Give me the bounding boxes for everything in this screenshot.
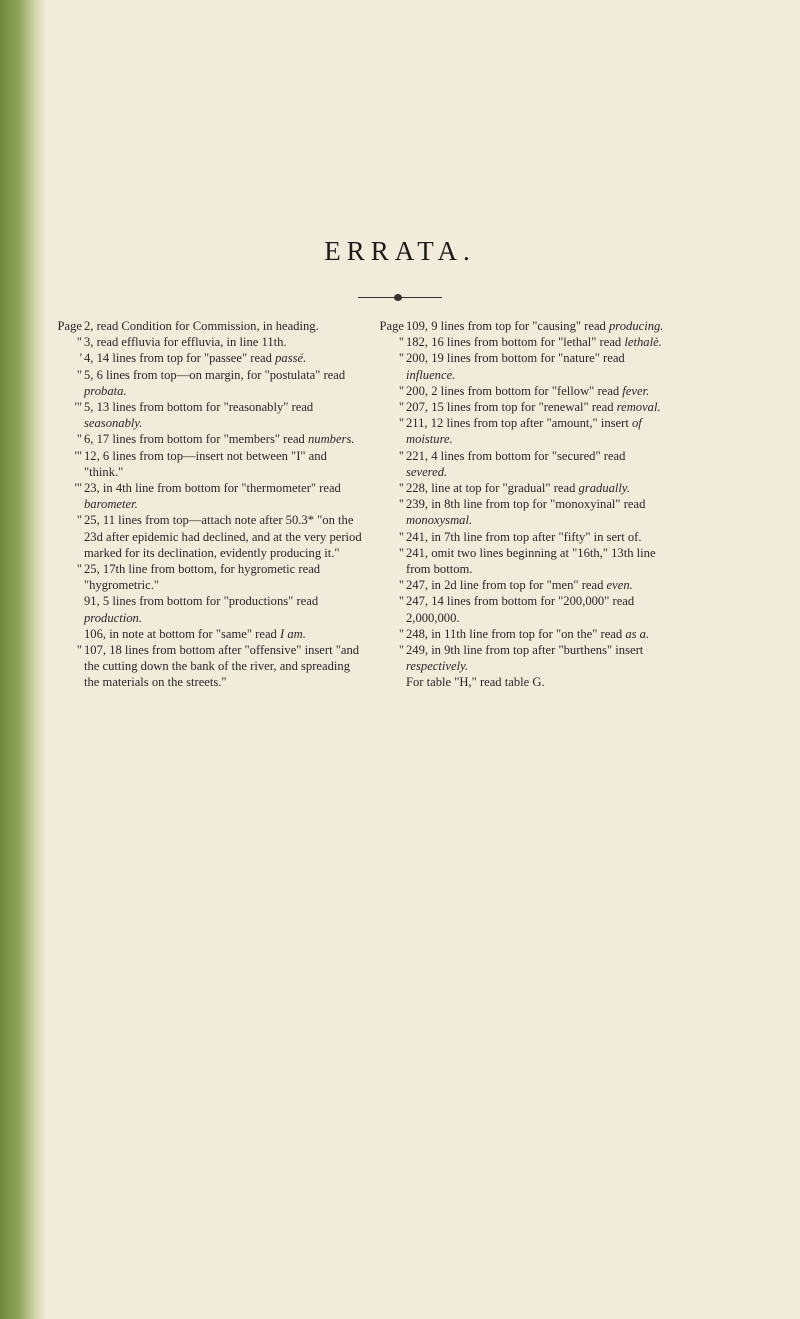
entry-correction: I am. (280, 626, 306, 641)
errata-entry (48, 561, 366, 593)
entry-correction: production. (84, 610, 142, 625)
entry-text (84, 431, 366, 447)
entry-text-main: 239, in 8th line from top for "monoxyinal" read (406, 497, 646, 512)
entry-text-main: 12, 6 lines from top—insert not between "I" and "think." (84, 448, 327, 479)
errata-left-column (48, 318, 366, 691)
entry-text (406, 577, 668, 593)
entry-text-main: 91, 5 lines from bottom for "productions" read (84, 594, 319, 609)
entry-lead: ' (79, 351, 82, 366)
entry-text (406, 399, 668, 415)
entry-text (406, 593, 668, 625)
entry-text (84, 642, 366, 691)
entry-text (84, 480, 366, 512)
errata-entry (48, 642, 366, 691)
entry-lead: " (398, 578, 404, 593)
entry-text-main: 25, 11 lines from top—attach note after 50.3* "on the 23d after epidemic had declined, and at the very period marked for its declination, evidently producing it." (84, 513, 362, 560)
entry-lead: " (398, 497, 404, 512)
page-edge-stain (0, 0, 46, 1319)
entry-text-main: 2, read Condition for Commission, in heading. (84, 319, 319, 333)
entry-text-main: 200, 19 lines from bottom for "nature" read (406, 351, 625, 366)
entry-text (84, 561, 366, 593)
entry-lead: " (398, 594, 404, 609)
ornamental-rule (358, 297, 442, 298)
entry-correction: respectively. (406, 659, 469, 674)
entry-text (406, 448, 668, 480)
entry-text-main: 5, 13 lines from bottom for "reasonably" read (84, 400, 314, 415)
entry-lead: '" (74, 400, 82, 415)
entry-correction: fever. (622, 383, 650, 398)
entry-text-main: 109, 9 lines from top for "causing" read (406, 319, 609, 333)
errata-entry (370, 496, 668, 528)
entry-text (84, 334, 366, 350)
entry-text-main: 6, 17 lines from bottom for "members" read (84, 432, 308, 447)
errata-entry (370, 350, 668, 382)
errata-entry (48, 593, 366, 625)
entry-text (84, 399, 366, 431)
entry-lead: " (398, 545, 404, 560)
entry-text (84, 512, 366, 561)
entry-text-main: 241, in 7th line from top after "fifty" in sert of. (406, 529, 642, 544)
entry-lead: Page (379, 319, 404, 333)
entry-text (406, 626, 668, 642)
entry-text (406, 350, 668, 382)
entry-text (406, 496, 668, 528)
entry-text (84, 318, 366, 334)
entry-lead: " (76, 432, 82, 447)
errata-entry (370, 577, 668, 593)
errata-entry (370, 318, 668, 334)
page-title: ERRATA. (324, 236, 476, 266)
entry-text-main: 211, 12 lines from top after "amount," insert (406, 416, 632, 431)
entry-text (84, 367, 366, 399)
entry-lead: " (398, 351, 404, 366)
entry-lead: " (398, 400, 404, 415)
entry-correction: monoxysmal. (406, 513, 473, 528)
entry-text-main: 247, in 2d line from top for "men" read (406, 578, 607, 593)
entry-text-main: 249, in 9th line from top after "burthens" insert (406, 643, 644, 658)
errata-entry (370, 545, 668, 577)
errata-entry (370, 399, 668, 415)
entry-correction: of moisture. (406, 416, 642, 447)
entry-text-main: 107, 18 lines from bottom after "offensive" insert "and the cutting down the bank of the river, and spreading the materials on the streets." (84, 643, 360, 690)
entry-text-main: 106, in note at bottom for "same" read (84, 626, 280, 641)
errata-entry (370, 383, 668, 399)
entry-text (406, 480, 668, 496)
entry-lead: " (76, 513, 82, 528)
entry-lead: " (398, 529, 404, 544)
errata-entry (370, 448, 668, 480)
errata-entry (48, 350, 366, 366)
entry-text (406, 415, 668, 447)
entry-text (84, 593, 366, 625)
entry-lead: " (398, 335, 404, 350)
entry-text-main: 23, in 4th line from bottom for "thermometer" read (84, 481, 341, 496)
errata-entry (370, 334, 668, 350)
entry-correction: producing. (609, 319, 664, 333)
entry-text-main: 228, line at top for "gradual" read (406, 481, 579, 496)
entry-text (84, 350, 366, 366)
errata-entry (48, 431, 366, 447)
entry-text (406, 334, 668, 350)
entry-correction: passé. (275, 351, 307, 366)
entry-lead: " (76, 367, 82, 382)
entry-text (406, 529, 668, 545)
entry-lead: " (76, 562, 82, 577)
errata-entry (48, 318, 366, 334)
entry-text-main: 221, 4 lines from bottom for "secured" read (406, 448, 626, 463)
entry-text (406, 318, 668, 334)
entry-correction: numbers. (307, 432, 355, 447)
entry-lead: " (398, 481, 404, 496)
errata-entry (370, 626, 668, 642)
entry-text-main: 3, read effluvia for effluvia, in line 11th. (84, 335, 287, 350)
entry-text-main: 182, 16 lines from bottom for "lethal" read (406, 335, 625, 350)
errata-entry (48, 448, 366, 480)
errata-entry (370, 480, 668, 496)
entry-correction: as a. (625, 626, 650, 641)
entry-text-main: 247, 14 lines from bottom for "200,000" read 2,000,000. (406, 594, 635, 625)
entry-correction: lethalè. (624, 335, 662, 350)
entry-text-main: 207, 15 lines from top for "renewal" read (406, 400, 617, 415)
errata-entry (48, 399, 366, 431)
errata-entry (370, 593, 668, 625)
entry-lead: " (398, 383, 404, 398)
final-note: For table "H," read table G. (406, 675, 545, 690)
entry-lead: " (398, 643, 404, 658)
entry-text-main: 248, in 11th line from top for "on the" read (406, 626, 626, 641)
entry-correction: even. (606, 578, 633, 593)
errata-entry (48, 367, 366, 399)
entry-correction: severed. (406, 464, 448, 479)
entry-correction: gradually. (578, 481, 630, 496)
entry-lead: " (398, 626, 404, 641)
entry-text-main: 4, 14 lines from top for "passee" read (84, 351, 276, 366)
errata-entry (370, 642, 668, 674)
entry-lead: " (76, 335, 82, 350)
entry-text (84, 448, 366, 480)
entry-correction: seasonably. (84, 416, 143, 431)
entry-lead: " (398, 448, 404, 463)
entry-text-main: 200, 2 lines from bottom for "fellow" read (406, 383, 623, 398)
entry-lead: " (398, 416, 404, 431)
entry-lead: Page (57, 319, 82, 333)
errata-entry (48, 480, 366, 512)
errata-entry (370, 529, 668, 545)
entry-text-main: 5, 6 lines from top—on margin, for "postulata" read (84, 367, 346, 382)
entry-correction: removal. (616, 400, 661, 415)
errata-entry (48, 512, 366, 561)
entry-text (84, 626, 366, 642)
entry-lead: '" (74, 448, 82, 463)
entry-lead: '" (74, 481, 82, 496)
entry-text-main: 241, omit two lines beginning at "16th," 13th line from bottom. (406, 545, 656, 577)
entry-correction: probata. (84, 383, 127, 398)
entry-correction: influence. (406, 367, 456, 382)
entry-text (406, 642, 668, 674)
entry-text-main: 25, 17th line from bottom, for hygrometic read "hygrometric." (84, 562, 321, 593)
errata-right-column (370, 318, 668, 691)
entry-correction: barometer. (84, 497, 138, 512)
entry-text (406, 545, 668, 577)
entry-lead: " (76, 643, 82, 658)
errata-entry (370, 415, 668, 447)
errata-entry (48, 626, 366, 642)
entry-text (406, 383, 668, 399)
errata-entry (48, 334, 366, 350)
